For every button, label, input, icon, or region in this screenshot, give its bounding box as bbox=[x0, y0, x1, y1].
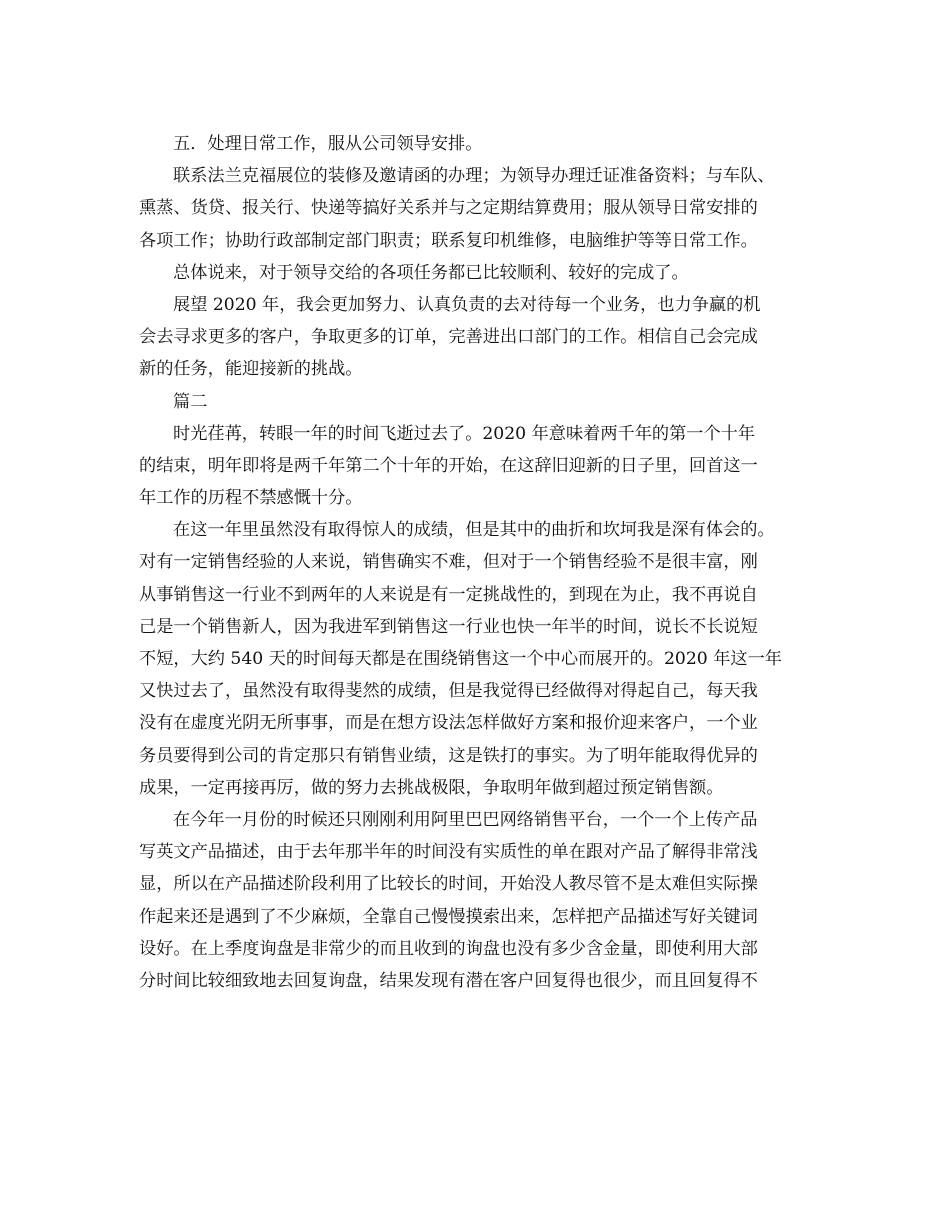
paragraph-start-line: 在今年一月份的时候还只刚刚利用阿里巴巴网络销售平台，一个一个上传产品 bbox=[173, 809, 758, 830]
text-line: 分时间比较细致地去回复询盘，结果发现有潜在客户回复得也很少，而且回复得不 bbox=[139, 970, 758, 991]
paragraph-start-line: 在这一年里虽然没有取得惊人的成绩，但是其中的曲折和坎坷我是深有体会的。 bbox=[173, 520, 775, 541]
text-line: 务员要得到公司的肯定那只有销售业绩，这是铁打的事实。为了明年能取得优异的 bbox=[139, 745, 758, 766]
paragraph-start-line: 总体说来，对于领导交给的各项任务都已比较顺利、较好的完成了。 bbox=[173, 262, 689, 283]
text-line: 设好。在上季度询盘是非常少的而且收到的询盘也没有多少含金量，即使利用大部 bbox=[139, 938, 758, 959]
text-line: 显，所以在产品描述阶段利用了比较长的时间，开始没人教尽管不是太难但实际操 bbox=[139, 874, 758, 895]
text-line: 对有一定销售经验的人来说，销售确实不难，但对于一个销售经验不是很丰富，刚 bbox=[139, 552, 758, 573]
text-line: 各项工作；协助行政部制定部门职责；联系复印机维修，电脑维护等等日常工作。 bbox=[139, 230, 758, 251]
text-line: 会去寻求更多的客户，争取更多的订单，完善进出口部门的工作。相信自己会完成 bbox=[139, 327, 758, 348]
paragraph-start-line: 联系法兰克福展位的装修及邀请函的办理；为领导办理迁证准备资料；与车队、 bbox=[173, 166, 775, 187]
text-line: 熏蒸、货贷、报关行、快递等搞好关系并与之定期结算费用；服从领导日常安排的 bbox=[139, 198, 758, 219]
paragraph-start-line: 展望 2020 年，我会更加努力、认真负责的去对待每一个业务，也力争赢的机 bbox=[173, 294, 761, 315]
text-line: 作起来还是遇到了不少麻烦，全靠自己慢慢摸索出来，怎样把产品描述写好关键词 bbox=[139, 906, 758, 927]
paragraph-start-line: 时光荏苒，转眼一年的时间飞逝过去了。2020 年意味着两千年的第一个十年 bbox=[173, 423, 756, 444]
text-line: 新的任务，能迎接新的挑战。 bbox=[139, 359, 363, 380]
paragraph-start-line: 五．处理日常工作，服从公司领导安排。 bbox=[173, 134, 483, 154]
text-line: 又快过去了，虽然没有取得斐然的成绩，但是我觉得已经做得对得起自己，每天我 bbox=[139, 681, 758, 702]
paragraph-start-line: 篇二 bbox=[173, 391, 208, 412]
text-line: 不短，大约 540 天的时间每天都是在围绕销售这一个中心而展开的。2020 年这一年 bbox=[139, 649, 782, 669]
document-body bbox=[139, 128, 829, 997]
text-line: 的结束，明年即将是两千年第二个十年的开始，在这辞旧迎新的日子里，回首这一 bbox=[139, 455, 758, 476]
text-line: 没有在虚度光阴无所事事，而是在想方设法怎样做好方案和报价迎来客户，一个业 bbox=[139, 713, 758, 734]
text-line: 年工作的历程不禁感慨十分。 bbox=[139, 488, 363, 509]
text-line: 己是一个销售新人，因为我进军到销售这一行业也快一年半的时间，说长不长说短 bbox=[139, 616, 758, 637]
text-line: 从事销售这一行业不到两年的人来说是有一定挑战性的，到现在为止，我不再说自 bbox=[139, 584, 758, 605]
text-line: 成果，一定再接再厉，做的努力去挑战极限，争取明年做到超过预定销售额。 bbox=[139, 777, 724, 798]
text-line: 写英文产品描述，由于去年那半年的时间没有实质性的单在跟对产品了解得非常浅 bbox=[139, 842, 758, 863]
